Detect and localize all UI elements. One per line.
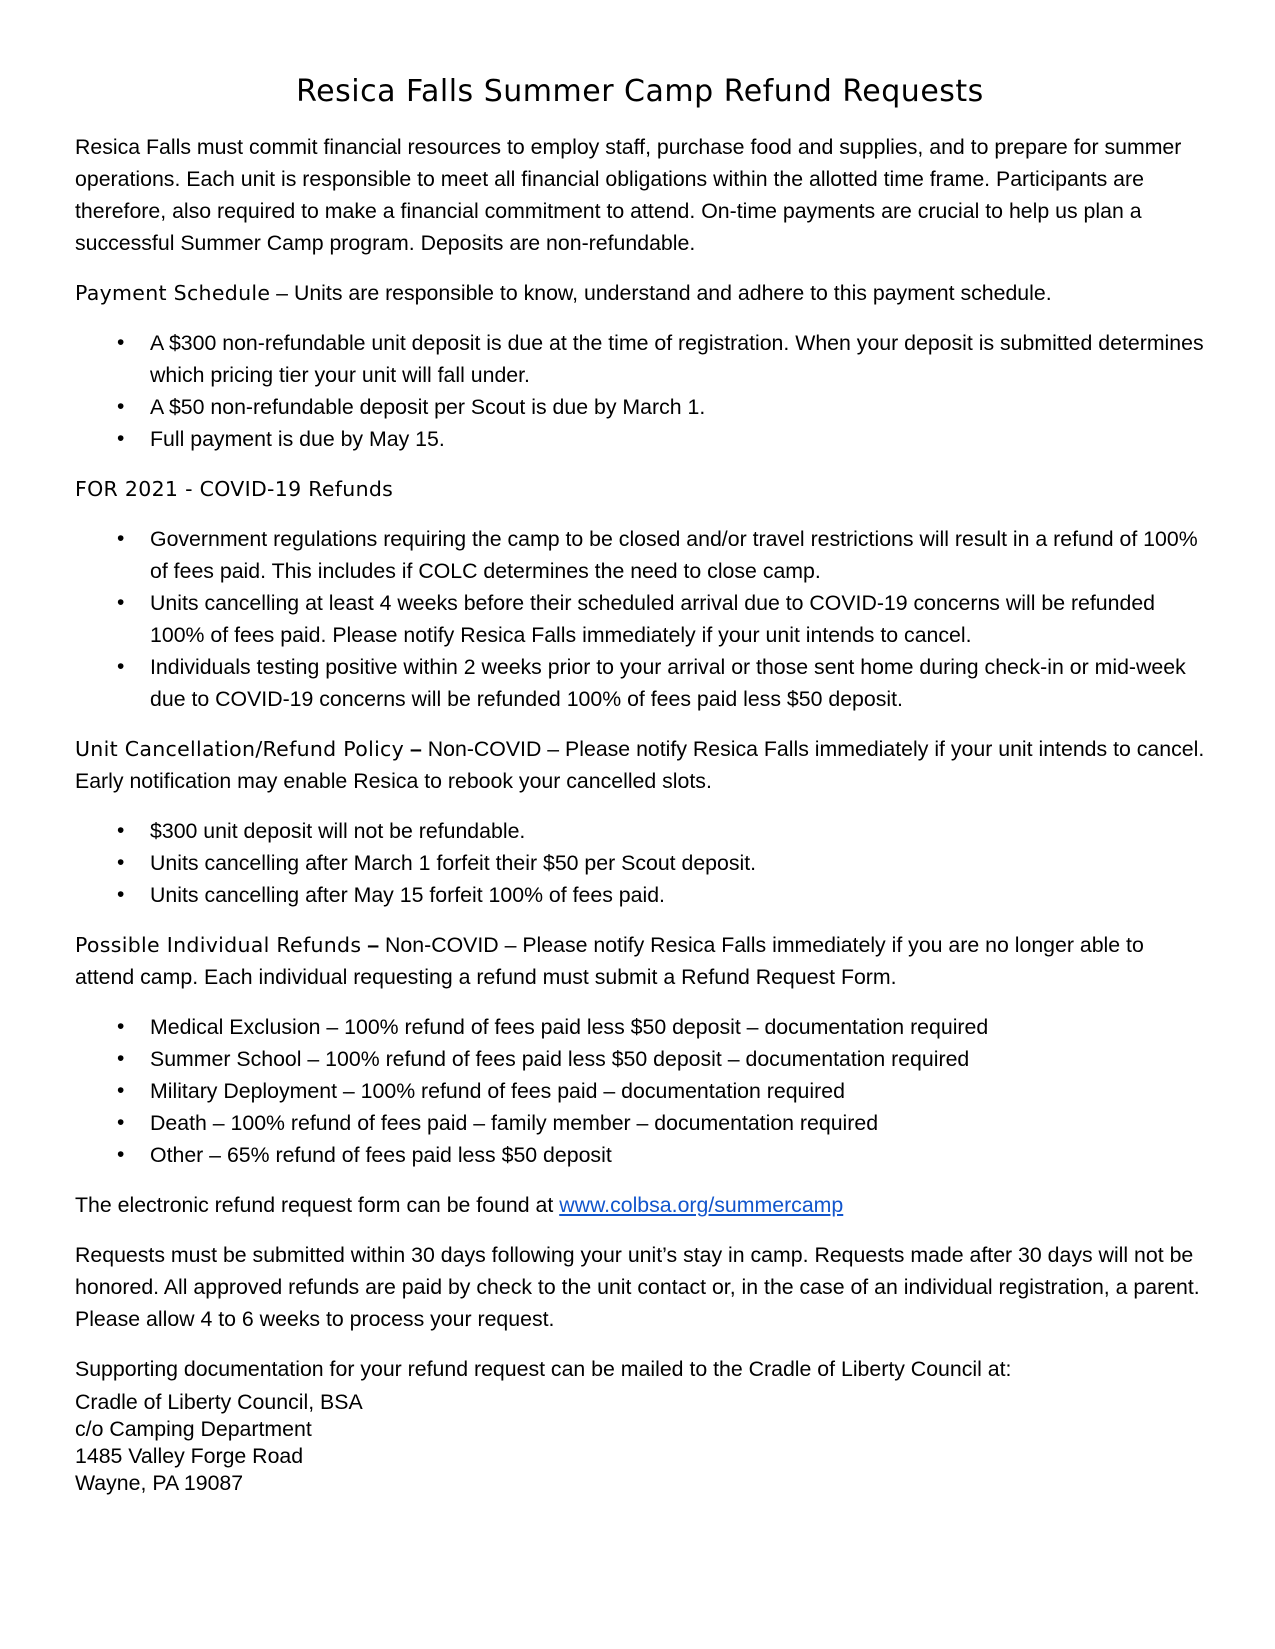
bullet-icon: •	[117, 655, 125, 678]
list-item: • Military Deployment – 100% refund of fees paid – documentation required	[75, 1075, 1205, 1107]
bullet-icon: •	[117, 1015, 125, 1038]
bullet-icon: •	[117, 1111, 125, 1134]
form-line-paragraph	[75, 1189, 1205, 1221]
bullet-icon: •	[117, 1047, 125, 1070]
document-page	[75, 72, 1205, 1497]
address-line: c/o Camping Department	[75, 1417, 312, 1441]
unit-policy-text: Non-COVID – Please notify Resica Falls immediately if your unit intends to cancel. Early notification may enable Resica to rebook your cancelled slots.	[75, 737, 1205, 793]
list-item: • $300 unit deposit will not be refundable.	[75, 815, 1205, 847]
bullet-icon: •	[117, 591, 125, 614]
bullet-icon: •	[117, 427, 125, 450]
payment-schedule-list	[75, 327, 1205, 455]
list-item: • Individuals testing positive within 2 weeks prior to your arrival or those sent home during check-in or mid-week due to COVID-19 concerns will be refunded 100% of fees paid less $50 deposit.	[75, 651, 1205, 715]
bullet-icon: •	[117, 851, 125, 874]
covid-paragraph	[75, 473, 1205, 505]
unit-policy-dash: –	[404, 737, 428, 761]
individual-refunds-heading: Possible Individual Refunds	[75, 933, 362, 957]
address-line: Cradle of Liberty Council, BSA	[75, 1390, 363, 1414]
unit-policy-heading: Unit Cancellation/Refund Policy	[75, 737, 405, 761]
individual-refunds-dash: –	[361, 933, 386, 957]
payment-schedule-text: – Units are responsible to know, understand and adhere to this payment schedule.	[270, 281, 1052, 305]
bullet-icon: •	[117, 331, 125, 354]
bullet-icon: •	[117, 395, 125, 418]
page-title: Resica Falls Summer Camp Refund Requests	[296, 74, 984, 109]
individual-refunds-list	[75, 1011, 1205, 1171]
list-item: • Death – 100% refund of fees paid – family member – documentation required	[75, 1107, 1205, 1139]
list-item: • A $300 non-refundable unit deposit is due at the time of registration. When your deposit is submitted determines which pricing tier your unit will fall under.	[75, 327, 1205, 391]
form-line-text: The electronic refund request form can be found at	[75, 1193, 560, 1217]
list-item: • Summer School – 100% refund of fees paid less $50 deposit – documentation required	[75, 1043, 1205, 1075]
covid-list	[75, 523, 1205, 715]
list-item: • Other – 65% refund of fees paid less $50 deposit	[75, 1139, 1205, 1171]
list-item: • Units cancelling after May 15 forfeit 100% of fees paid.	[75, 879, 1205, 911]
list-item: • Medical Exclusion – 100% refund of fees paid less $50 deposit – documentation required	[75, 1011, 1205, 1043]
covid-heading: FOR 2021 - COVID-19 Refunds	[75, 477, 394, 501]
address-line: Wayne, PA 19087	[75, 1471, 244, 1495]
requests-paragraph: Requests must be submitted within 30 days following your unit’s stay in camp. Requests made after 30 days will not be honored. All approved refunds are paid by check to the unit contact or, in the case of an individual registration, a parent. Please allow 4 to 6 weeks to process your request.	[75, 1243, 1200, 1331]
bullet-icon: •	[117, 819, 125, 842]
payment-schedule-paragraph	[75, 277, 1205, 309]
list-item: • Government regulations requiring the camp to be closed and/or travel restrictions will result in a refund of 100% of fees paid. This includes if COLC determines the need to close camp.	[75, 523, 1205, 587]
bullet-icon: •	[117, 1079, 125, 1102]
mailing-address	[75, 1389, 1205, 1497]
individual-refunds-text: Non-COVID – Please notify Resica Falls immediately if you are no longer able to attend camp. Each individual requesting a refund must submit a Refund Request Form.	[75, 933, 1144, 989]
supporting-paragraph: Supporting documentation for your refund request can be mailed to the Cradle of Liberty Council at:	[75, 1357, 1012, 1381]
unit-policy-paragraph	[75, 733, 1205, 797]
list-item: • Units cancelling after March 1 forfeit their $50 per Scout deposit.	[75, 847, 1205, 879]
bullet-icon: •	[117, 883, 125, 906]
address-line: 1485 Valley Forge Road	[75, 1444, 304, 1468]
summercamp-link[interactable]: www.colbsa.org/summercamp	[559, 1193, 844, 1217]
individual-refunds-paragraph	[75, 929, 1205, 993]
list-item: • A $50 non-refundable deposit per Scout is due by March 1.	[75, 391, 1205, 423]
bullet-icon: •	[117, 1143, 125, 1166]
unit-policy-list	[75, 815, 1205, 911]
bullet-icon: •	[117, 527, 125, 550]
payment-schedule-heading: Payment Schedule	[75, 281, 271, 305]
list-item: • Full payment is due by May 15.	[75, 423, 1205, 455]
list-item: • Units cancelling at least 4 weeks before their scheduled arrival due to COVID-19 concerns will be refunded 100% of fees paid. Please notify Resica Falls immediately if your unit intends to cancel.	[75, 587, 1205, 651]
intro-paragraph: Resica Falls must commit financial resources to employ staff, purchase food and supplies, and to prepare for summer operations. Each unit is responsible to meet all financial obligations within the allotted time frame. Participants are therefore, also required to make a financial commitment to attend. On-time payments are crucial to help us plan a successful Summer Camp program. Deposits are non-refundable.	[75, 135, 1182, 255]
